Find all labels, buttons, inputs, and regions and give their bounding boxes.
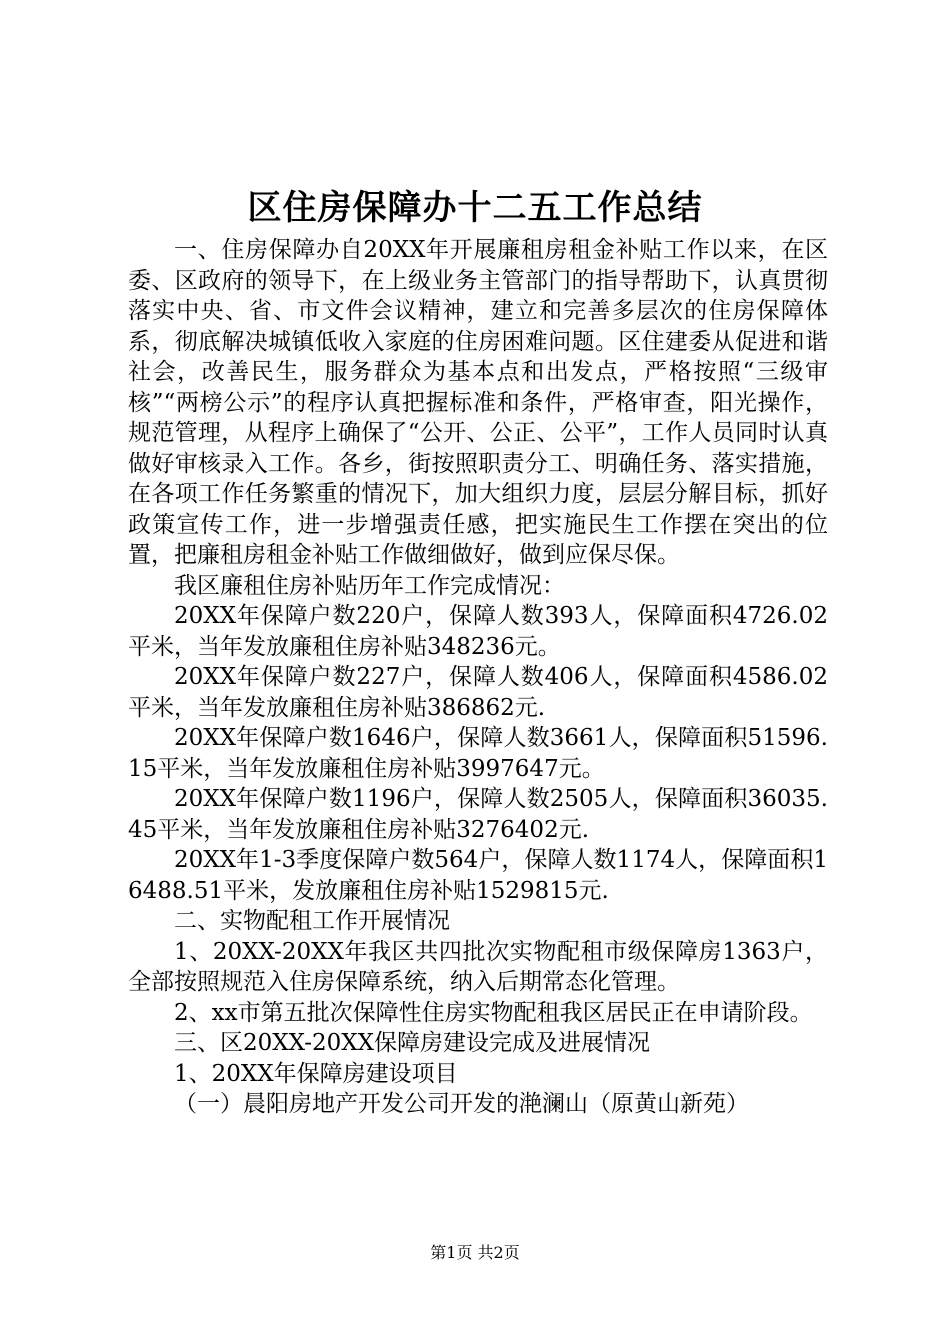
paragraph-intro: 一、住房保障办自20XX年开展廉租房租金补贴工作以来，在区委、区政府的领导下，在上级业务主管部门的指导帮助下，认真贯彻落实中央、省、市文件会议精神，建立和完善多层次的住房保障体系，彻底解决城镇低收入家庭的住房困难问题。区住建委从促进和谐社会，改善民生，服务群众为基本点和出发点，严格按照“三级审核”“两榜公示”的程序认真把握标准和条件，严格审查，阳光操作，规范管理，从程序上确保了“公开、公正、公平”，工作人员同时认真做好审核录入工作。各乡，街按照职责分工、明确任务、落实措施，在各项工作任务繁重的情况下，加大组织力度，层层分解目标，抓好政策宣传工作，进一步增强责任感，把实施民生工作摆在突出的位置，把廉租房租金补贴工作做细做好，做到应保尽保。 [128, 237, 828, 568]
paragraph-year-record: 20XX年1-3季度保障户数564户，保障人数1174人，保障面积16488.51平米，发放廉租住房补贴1529815元. [128, 847, 828, 904]
section-heading-construction: 三、区20XX-20XX保障房建设完成及进展情况 [174, 1030, 650, 1056]
subsection-heading: 1、20XX年保障房建设项目 [174, 1060, 458, 1087]
paragraph-year-record: 20XX年保障户数220户，保障人数393人，保障面积4726.02平米，当年发放廉租住房补贴348236元。 [128, 603, 828, 660]
document-title: 区住房保障办十二五工作总结 [247, 188, 703, 228]
section-heading-rental: 二、实物配租工作开展情况 [174, 908, 450, 934]
paragraph-project-item: （一）晨阳房地产开发公司开发的滟澜山（原黄山新苑） [174, 1091, 749, 1117]
document-body [128, 235, 828, 1120]
paragraph-year-record: 20XX年保障户数1196户，保障人数2505人，保障面积36035.45平米，当年发放廉租住房补贴3276402元. [128, 786, 828, 843]
paragraph-rental-item: 2、xx市第五批次保障性住房实物配租我区居民正在申请阶段。 [174, 999, 813, 1026]
page-number-footer: 第1页 共2页 [430, 1243, 520, 1262]
paragraph-subsidy-heading: 我区廉租住房补贴历年工作完成情况： [174, 572, 565, 599]
paragraph-year-record: 20XX年保障户数1646户，保障人数3661人，保障面积51596.15平米，当年发放廉租住房补贴3997647元。 [128, 725, 828, 782]
paragraph-year-record: 20XX年保障户数227户，保障人数406人，保障面积4586.02平米，当年发放廉租住房补贴386862元. [128, 664, 828, 721]
paragraph-rental-item: 1、20XX-20XX年我区共四批次实物配租市级保障房1363户，全部按照规范入住房保障系统，纳入后期常态化管理。 [128, 938, 828, 995]
